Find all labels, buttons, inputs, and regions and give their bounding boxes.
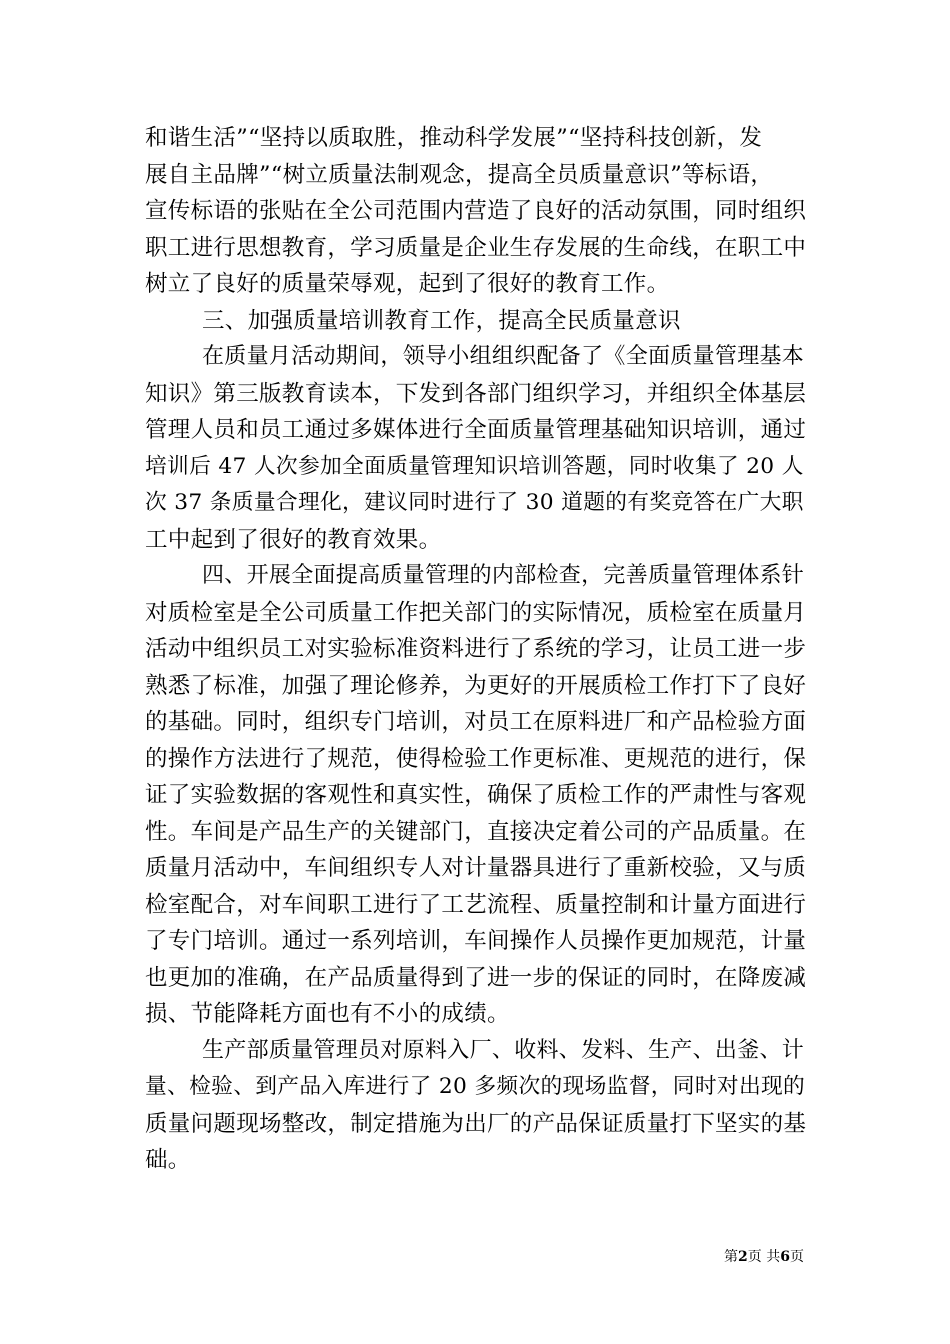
text-line: 了专门培训。通过一系列培训，车间操作人员操作更加规范，计量	[145, 928, 807, 954]
text-line: 工中起到了很好的教育效果。	[145, 526, 442, 553]
text-line: 宣传标语的张贴在全公司范围内营造了良好的活动氛围，同时组织	[145, 198, 807, 224]
footer-prefix: 第	[724, 1249, 739, 1265]
text-line: 树立了良好的质量荣辱观，起到了很好的教育工作。	[145, 271, 670, 297]
text-line: 活动中组织员工对实验标准资料进行了系统的学习，让员工进一步	[145, 636, 807, 662]
text-line: 的操作方法进行了规范，使得检验工作更标准、更规范的进行，保	[145, 745, 807, 772]
text-line: 也更加的准确，在产品质量得到了进一步的保证的同时，在降废减	[145, 964, 807, 991]
text-line: 性。车间是产品生产的关键部门，直接决定着公司的产品质量。在	[145, 818, 807, 845]
text-line: 生产部质量管理员对原料入厂、收料、发料、生产、出釜、计	[202, 1037, 805, 1063]
text-line: 和谐生活”“坚持以质取胜，推动科学发展”“坚持科技创新，发	[145, 125, 763, 151]
text-line: 职工进行思想教育，学习质量是企业生存发展的生命线，在职工中	[145, 234, 807, 261]
text-line: 量、检验、到产品入库进行了 20 多频次的现场监督，同时对出现的	[145, 1074, 806, 1099]
text-line: 对质检室是全公司质量工作把关部门的实际情况，质检室在质量月	[145, 599, 807, 626]
footer-middle: 页 共	[747, 1249, 781, 1265]
text-line: 熟悉了标准，加强了理论修养，为更好的开展质检工作打下了良好	[145, 672, 807, 699]
text-line: 知识》第三版教育读本，下发到各部门组织学习，并组织全体基层	[145, 380, 807, 407]
footer-suffix: 页	[790, 1249, 804, 1265]
text-line: 四、开展全面提高质量管理的内部检查，完善质量管理体系针	[202, 563, 805, 588]
text-line: 质量月活动中，车间组织专人对计量器具进行了重新校验，又与质	[145, 855, 807, 881]
page-footer	[724, 1248, 804, 1266]
text-line: 培训后 47 人次参加全面质量管理知识培训答题，同时收集了 20 人	[145, 453, 804, 479]
current-page-number: 2	[738, 1249, 748, 1265]
text-line: 损、节能降耗方面也有不小的成绩。	[145, 1001, 510, 1027]
text-line: 展自主品牌”“树立质量法制观念，提高全员质量意识”等标语，	[145, 161, 774, 188]
text-line: 础。	[145, 1147, 191, 1173]
text-line: 次 37 条质量合理化，建议同时进行了 30 道题的有奖竞答在广大职	[145, 490, 804, 515]
text-line: 的基础。同时，组织专门培训，对员工在原料进厂和产品检验方面	[145, 709, 807, 735]
text-line: 检室配合，对车间职工进行了工艺流程、质量控制和计量方面进行	[145, 891, 807, 918]
text-line: 三、加强质量培训教育工作，提高全民质量意识	[202, 307, 681, 334]
body-text	[145, 120, 807, 1179]
total-page-number: 6	[780, 1249, 790, 1265]
text-line: 管理人员和员工通过多媒体进行全面质量管理基础知识培训，通过	[145, 417, 807, 443]
text-line: 在质量月活动期间，领导小组组织配备了《全面质量管理基本	[202, 344, 805, 369]
text-line: 质量问题现场整改，制定措施为出厂的产品保证质量打下坚实的基	[145, 1110, 807, 1137]
text-line: 证了实验数据的客观性和真实性，确保了质检工作的严肃性与客观	[145, 782, 807, 808]
